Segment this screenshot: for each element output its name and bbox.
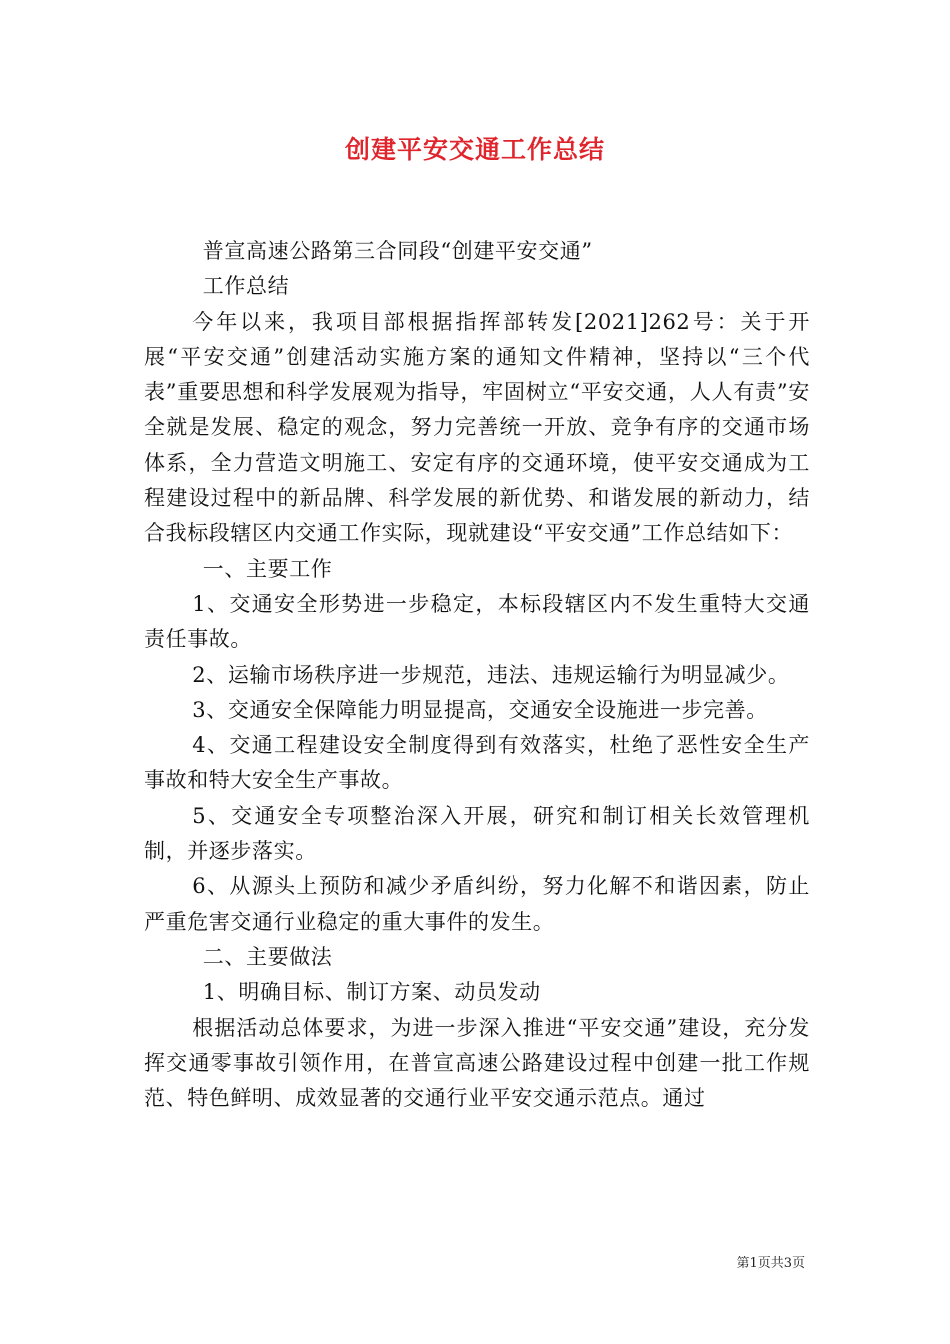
- list-item: 6、从源头上预防和减少矛盾纠纷，努力化解不和谐因素，防止严重危害交通行业稳定的重大事件的发生。: [144, 874, 810, 934]
- section-heading-main-methods: 二、主要做法: [202, 944, 333, 969]
- list-item: 5、交通安全专项整治深入开展，研究和制订相关长效管理机制，并逐步落实。: [144, 803, 810, 864]
- intro-paragraph: 今年以来，我项目部根据指挥部转发[2021]262号：关于开展“平安交通”创建活动实施方案的通知文件精神，坚持以“三个代表”重要思想和科学发展观为指导，牢固树立“平安交通，人人有责”安全就是发展、稳定的观念，努力完善统一开放、竞争有序的交通市场体系，全力营造文明施工、安定有序的交通环境，使平安交通成为工程建设过程中的新品牌、科学发展的新优势、和谐发展的新动力，结合我标段辖区内交通工作实际，现就建设“平安交通”工作总结如下：: [144, 309, 810, 546]
- subsection-heading: 1、明确目标、制订方案、动员发动: [202, 980, 541, 1005]
- page-number: 第1页共3页: [736, 1256, 805, 1271]
- list-item: 2、运输市场秩序进一步规范，违法、违规运输行为明显减少。: [192, 662, 790, 687]
- list-item: 4、交通工程建设安全制度得到有效落实，杜绝了恶性安全生产事故和特大安全生产事故。: [144, 733, 810, 793]
- page-title: 创建平安交通工作总结: [344, 135, 605, 164]
- list-item: 3、交通安全保障能力明显提高，交通安全设施进一步完善。: [192, 697, 768, 722]
- subtitle-line-1: 普宣高速公路第三合同段“创建平安交通”: [202, 239, 593, 263]
- section-heading-main-work: 一、主要工作: [202, 556, 333, 581]
- body-paragraph: 根据活动总体要求，为进一步深入推进“平安交通”建设，充分发挥交通零事故引领作用，在普宣高速公路建设过程中创建一批工作规范、特色鲜明、成效显著的交通行业平安交通示范点。通过: [144, 1015, 810, 1111]
- list-item: 1、交通安全形势进一步稳定，本标段辖区内不发生重特大交通责任事故。: [144, 591, 810, 652]
- subtitle-line-2: 工作总结: [202, 274, 290, 299]
- document-body: [144, 234, 810, 1116]
